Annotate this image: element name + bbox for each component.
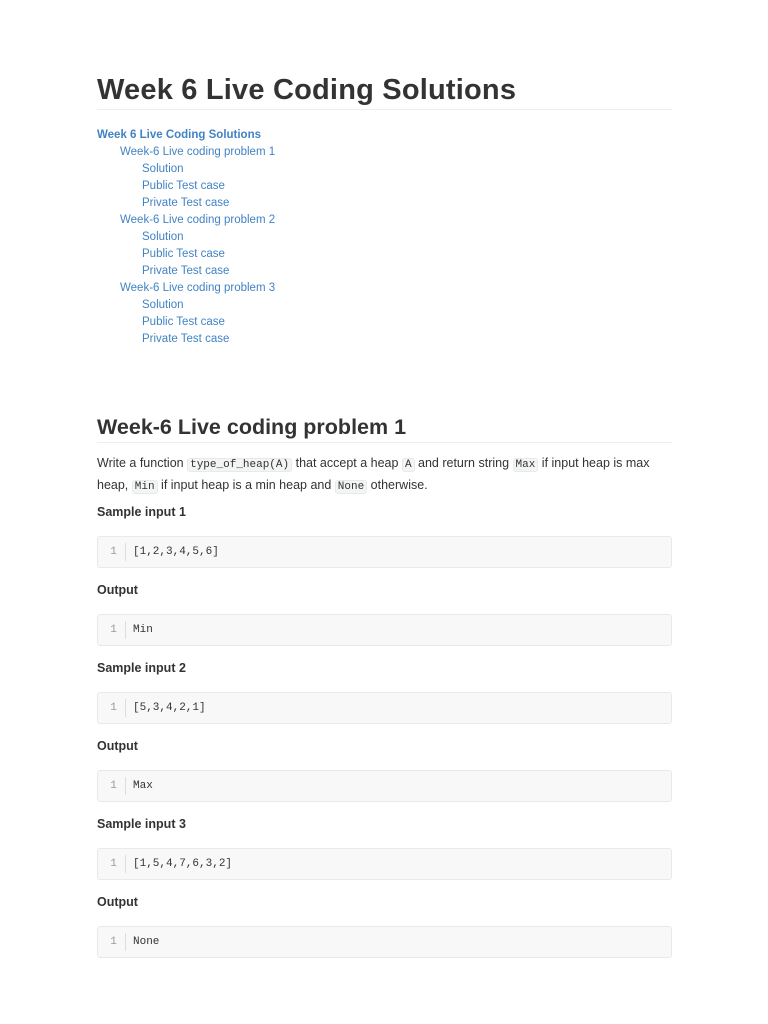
description-text: that accept a heap bbox=[292, 456, 402, 470]
description-text: if input heap is a min heap and bbox=[157, 478, 335, 492]
code-text: [5,3,4,2,1] bbox=[133, 702, 206, 714]
gutter-divider bbox=[125, 543, 126, 561]
sample-input-label: Sample input 2 bbox=[97, 661, 186, 675]
toc-link-problem-3-solution[interactable]: Solution bbox=[142, 299, 184, 311]
section-heading: Week-6 Live coding problem 1 bbox=[97, 413, 672, 443]
code-text: Max bbox=[133, 780, 153, 792]
description-text: Write a function bbox=[97, 456, 188, 470]
output-label: Output bbox=[97, 739, 138, 753]
description-text: and return string bbox=[414, 456, 513, 470]
table-of-contents bbox=[97, 127, 672, 348]
output-label: Output bbox=[97, 895, 138, 909]
gutter-divider bbox=[125, 777, 126, 795]
toc-link-problem-3[interactable]: Week-6 Live coding problem 3 bbox=[120, 282, 276, 294]
line-number: 1 bbox=[110, 702, 117, 714]
toc-link-main[interactable]: Week 6 Live Coding Solutions bbox=[97, 129, 262, 141]
code-text: [1,2,3,4,5,6] bbox=[133, 546, 219, 558]
gutter-divider bbox=[125, 621, 126, 639]
problem-description bbox=[97, 453, 672, 497]
line-number: 1 bbox=[110, 546, 117, 558]
code-block[interactable] bbox=[97, 770, 672, 802]
inline-code: A bbox=[402, 458, 415, 472]
line-number: 1 bbox=[110, 858, 117, 870]
gutter-divider bbox=[125, 699, 126, 717]
code-block[interactable] bbox=[97, 536, 672, 568]
toc-link-problem-2-public-test[interactable]: Public Test case bbox=[142, 248, 225, 260]
toc-link-problem-1-private-test[interactable]: Private Test case bbox=[142, 197, 230, 209]
output-label: Output bbox=[97, 583, 138, 597]
toc-link-problem-1-public-test[interactable]: Public Test case bbox=[142, 180, 225, 192]
line-number: 1 bbox=[110, 780, 117, 792]
inline-code: type_of_heap(A) bbox=[187, 458, 292, 472]
code-block[interactable] bbox=[97, 692, 672, 724]
code-block[interactable] bbox=[97, 614, 672, 646]
toc-link-problem-1-solution[interactable]: Solution bbox=[142, 163, 184, 175]
code-block[interactable] bbox=[97, 848, 672, 880]
inline-code: Max bbox=[513, 458, 539, 472]
page-title: Week 6 Live Coding Solutions bbox=[97, 72, 672, 110]
toc-link-problem-3-private-test[interactable]: Private Test case bbox=[142, 333, 230, 345]
code-block[interactable] bbox=[97, 926, 672, 958]
inline-code: Min bbox=[132, 480, 158, 494]
gutter-divider bbox=[125, 933, 126, 951]
description-text: if input heap is max heap, bbox=[97, 456, 650, 492]
gutter-divider bbox=[125, 855, 126, 873]
line-number: 1 bbox=[110, 624, 117, 636]
sample-input-label: Sample input 3 bbox=[97, 817, 186, 831]
toc-link-problem-2-solution[interactable]: Solution bbox=[142, 231, 184, 243]
inline-code: None bbox=[335, 480, 367, 494]
line-number: 1 bbox=[110, 936, 117, 948]
toc-link-problem-1[interactable]: Week-6 Live coding problem 1 bbox=[120, 146, 276, 158]
code-text: None bbox=[133, 936, 160, 948]
description-text: otherwise. bbox=[367, 478, 428, 492]
sample-input-label: Sample input 1 bbox=[97, 505, 186, 519]
code-text: Min bbox=[133, 624, 153, 636]
code-text: [1,5,4,7,6,3,2] bbox=[133, 858, 233, 870]
toc-link-problem-3-public-test[interactable]: Public Test case bbox=[142, 316, 225, 328]
toc-link-problem-2-private-test[interactable]: Private Test case bbox=[142, 265, 230, 277]
toc-link-problem-2[interactable]: Week-6 Live coding problem 2 bbox=[120, 214, 276, 226]
